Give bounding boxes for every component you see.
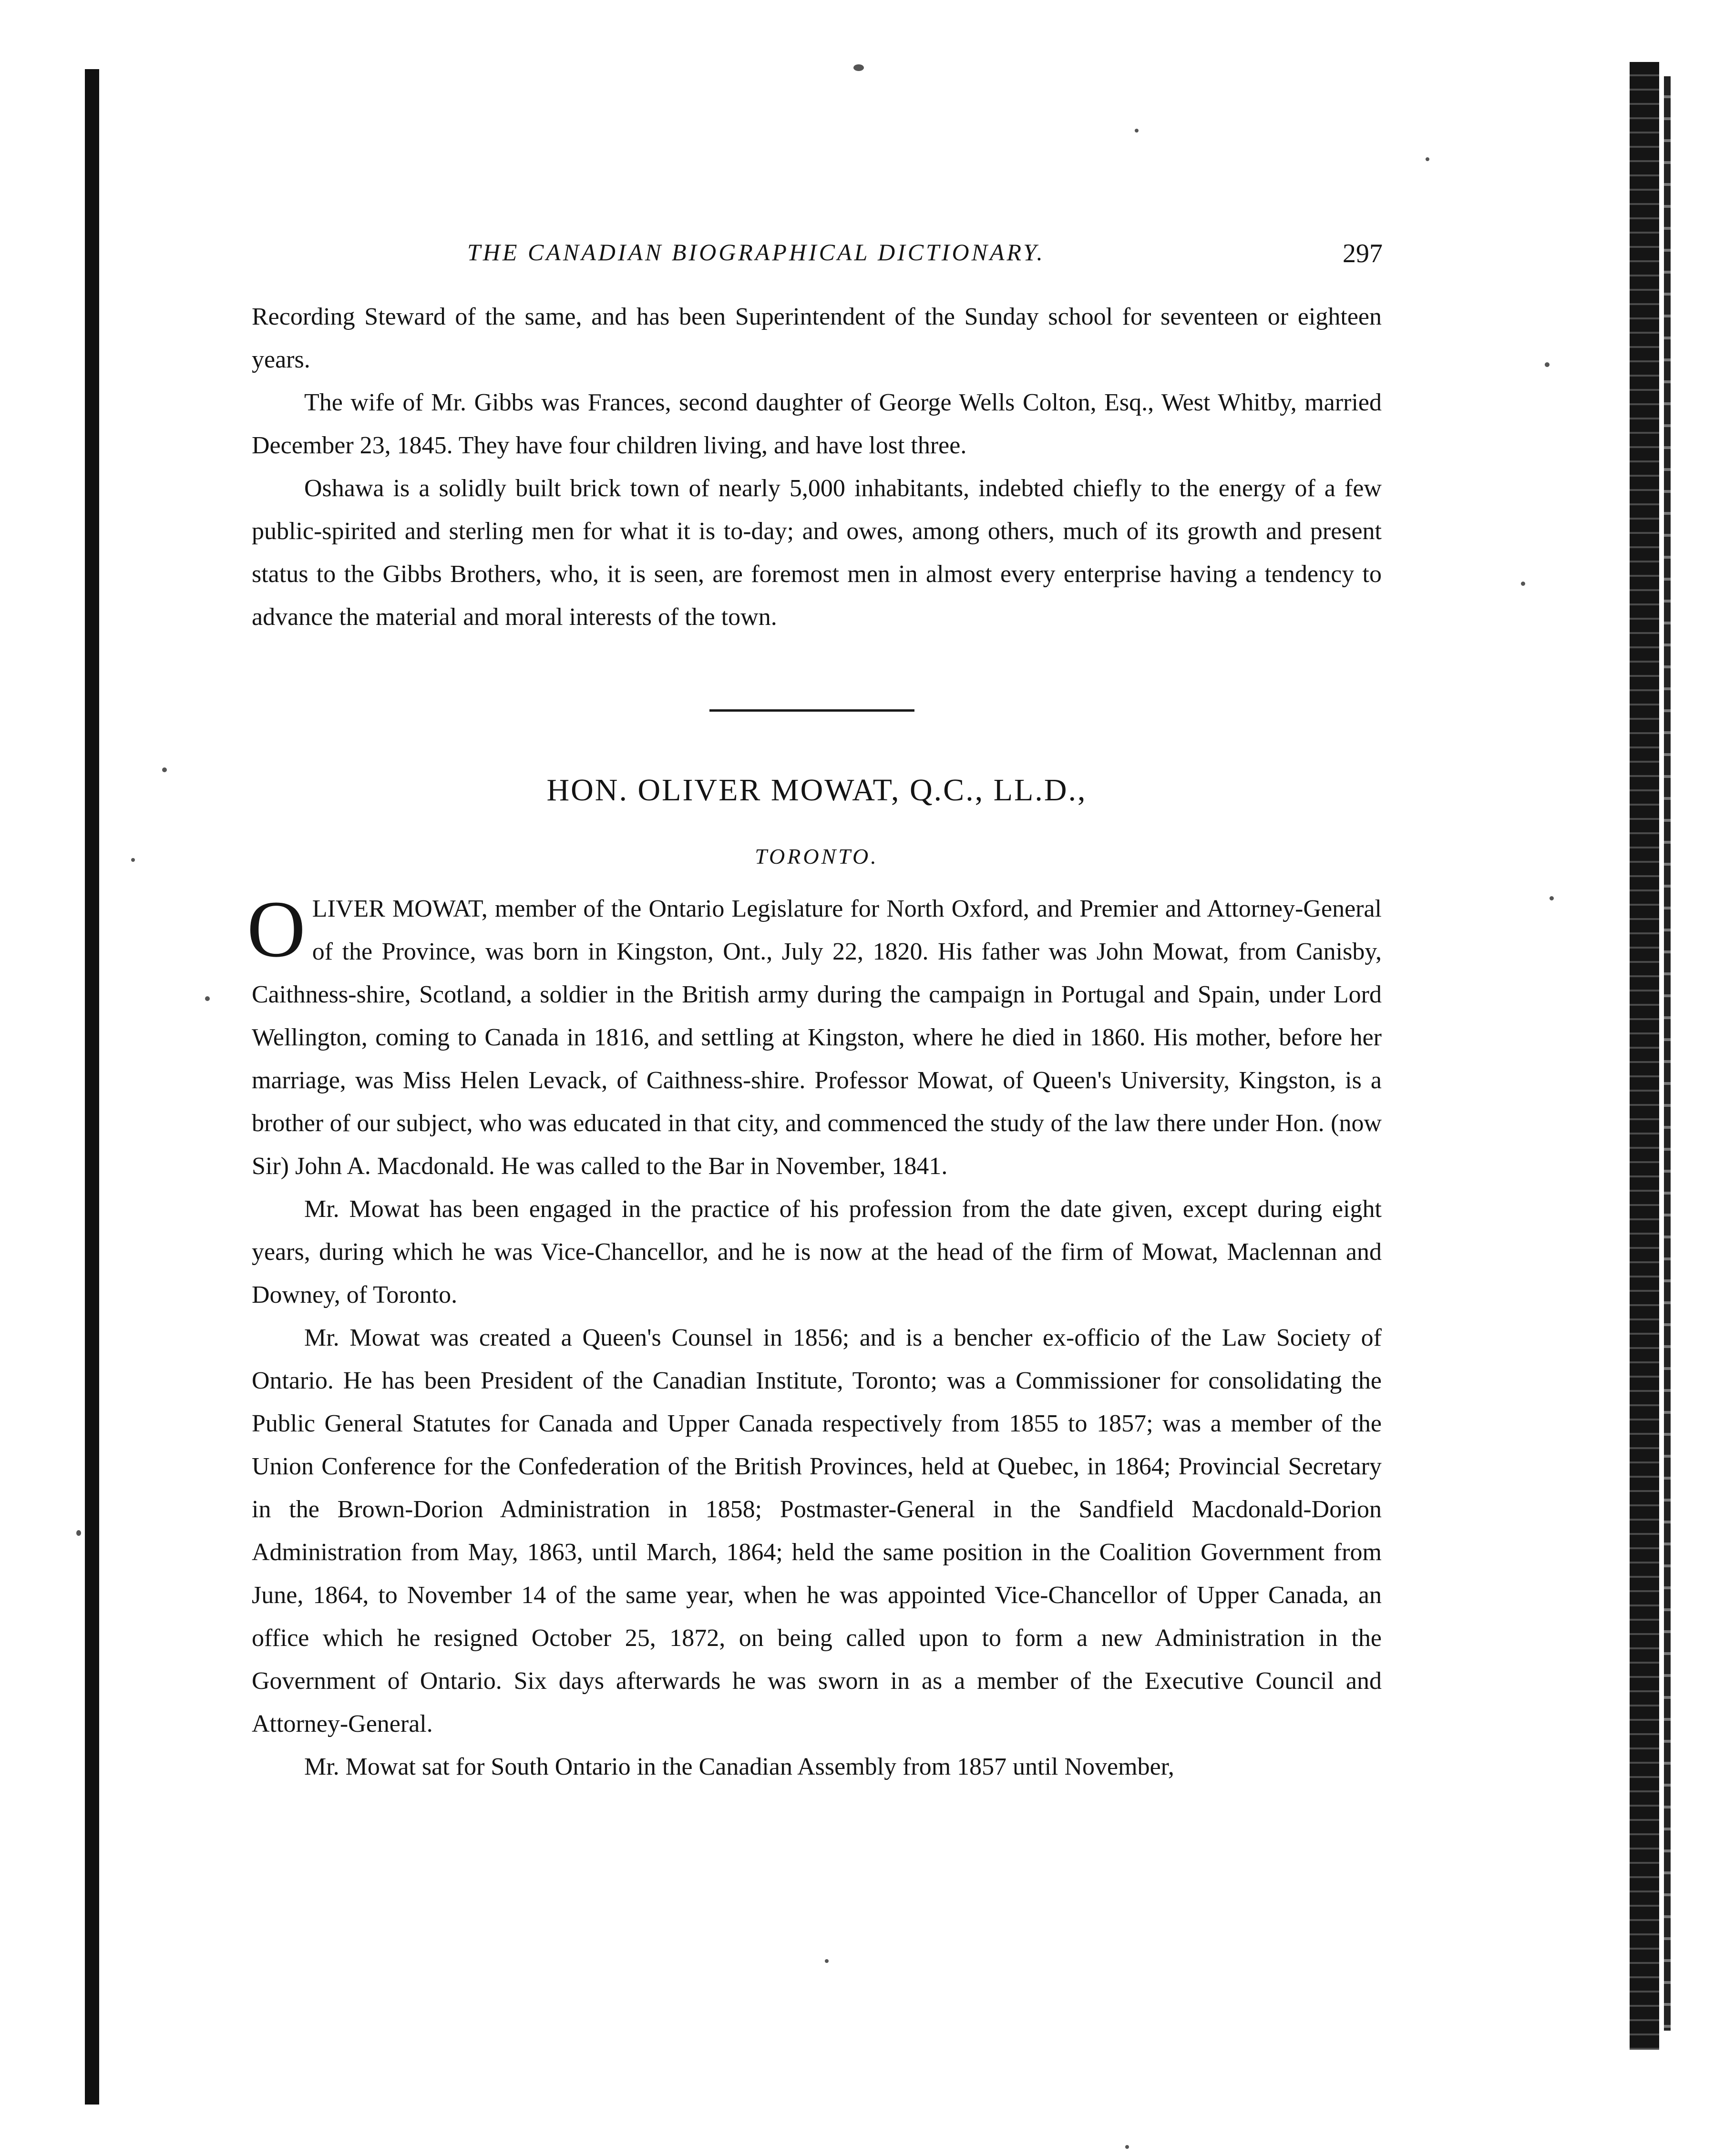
scan-speck [205,996,210,1001]
article-title: HON. OLIVER MOWAT, Q.C., LL.D., [546,773,1087,807]
article-place: TORONTO. [755,844,879,869]
scan-speck [1521,582,1525,586]
paragraph: Mr. Mowat was created a Queen's Counsel in 1856; and is a bencher ex-officio of the Law Society of Ontario. He has been President of the Canadian Institute, Toronto; was a Commissioner for consolidating the Public General Statutes for Canada and Upper Canada respectively from 1855 to 1857; was a member of the Union Conference for the Confederation of the British Provinces, held at Quebec, in 1864; Provincial Secretary in the Brown-Dorion Administration in 1858; Postmaster-General in the Sandfield Macdonald-Dorion Administration from May, 1863, until March, 1864; held the same position in the Coalition Government from June, 1864, to November 14 of the same year, when he was appointed Vice-Chancellor of Upper Canada, an office which he resigned October 25, 1872, on being called upon to form a new Administration in the Government of Ontario. Six days afterwards he was sworn in as a member of the Executive Council and Attorney-General. [252,1324,1382,1737]
running-title: THE CANADIAN BIOGRAPHICAL DICTIONARY. [467,239,1045,266]
scan-speck [1135,129,1139,133]
article-body [247,884,1382,1788]
paragraph: Mr. Mowat sat for South Ontario in the Canadian Assembly from 1857 until November, [304,1753,1174,1780]
scan-speck [131,858,135,862]
running-head [253,238,1383,276]
scan-speck [76,1530,81,1536]
page-number: 297 [1343,239,1383,268]
drop-cap: O [247,884,306,974]
scan-speck [825,1959,829,1963]
scan-speck [162,767,167,772]
paragraph-first [247,884,1382,1188]
paragraph: Mr. Mowat has been engaged in the practice of his profession from the date given, except during eight years, during which he was Vice-Chancellor, and he is now at the head of the firm of Mowat, Maclennan and Downey, of Toronto. [252,1196,1382,1308]
scan-speck [1426,157,1429,161]
scan-binding-shadow-left [85,69,99,2105]
paragraph: Recording Steward of the same, and has been Superintendent of the Sunday school for seventeen or eighteen years. [252,303,1382,373]
scan-speck [1125,2145,1129,2149]
paragraph: Oshawa is a solidly built brick town of nearly 5,000 inhabitants, indebted chiefly to the energy of a few public-spirited and sterling men for what it is to-day; and owes, among others, much of its growth and present status to the Gibbs Brothers, who, it is seen, are foremost men in almost every enterprise having a tendency to advance the material and moral interests of the town. [252,475,1382,631]
scan-binding-edge-right [1664,76,1671,2031]
continued-text [252,296,1382,639]
scan-speck [1545,362,1550,367]
section-divider [709,709,914,712]
scan-binding-shadow-right [1630,62,1659,2050]
scan-speck [853,64,864,71]
scan-speck [1550,896,1554,900]
paragraph-first-text: LIVER MOWAT, member of the Ontario Legislature for North Oxford, and Premier and Attorney-General of the Province, was born in Kingston, Ont., July 22, 1820. His father was John Mowat, from Canisby, Caithness-shire, Scotland, a soldier in the British army during the campaign in Portugal and Spain, under Lord Wellington, coming to Canada in 1816, and settling at Kingston, where he died in 1860. His mother, before her marriage, was Miss Helen Levack, of Caithness-shire. Professor Mowat, of Queen's University, Kingston, is a brother of our subject, who was educated in that city, and commenced the study of the law there under Hon. (now Sir) John A. Macdonald. He was called to the Bar in November, 1841. [252,895,1382,1180]
paragraph: The wife of Mr. Gibbs was Frances, second daughter of George Wells Colton, Esq., West Whitby, married December 23, 1845. They have four children living, and have lost three. [252,389,1382,459]
